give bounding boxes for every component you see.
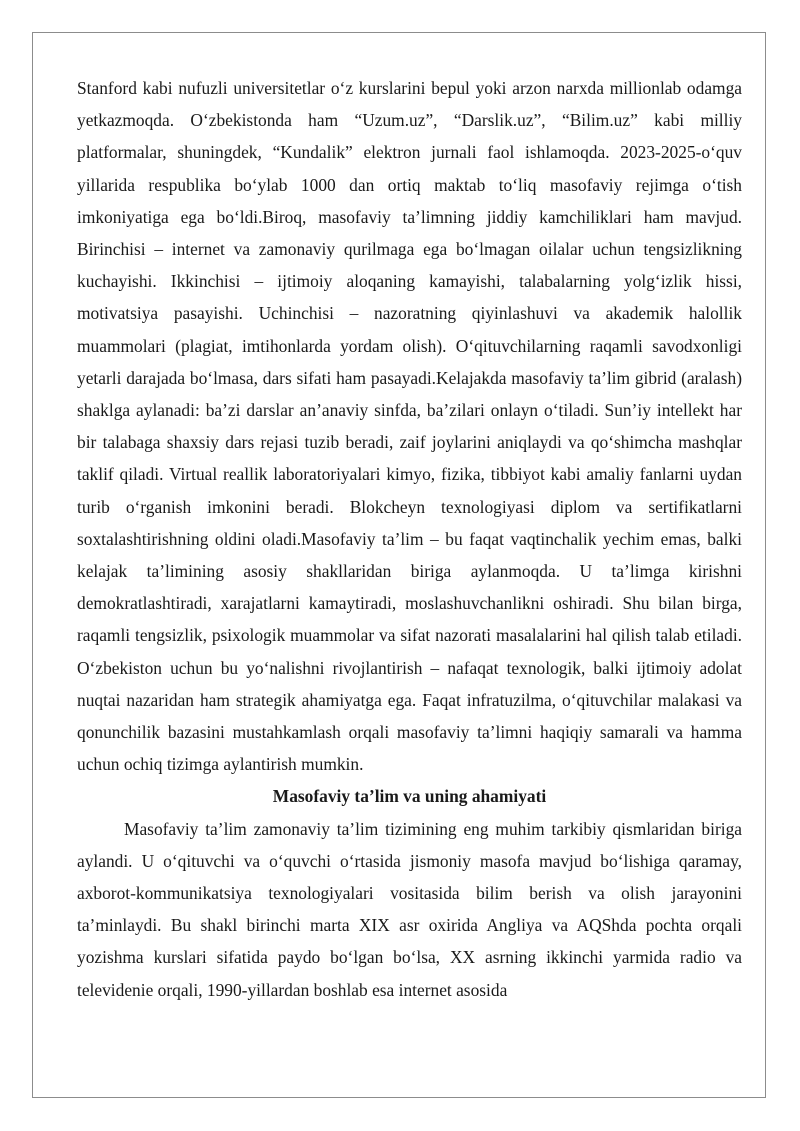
section-heading: Masofaviy ta’lim va uning ahamiyati <box>272 786 547 807</box>
body-paragraph-2: Masofaviy ta’lim zamonaviy ta’lim tizimining eng muhim tarkibiy qismlaridan biriga aylandi. U o‘qituvchi va o‘quvchi o‘rtasida jismoniy masofa mavjud bo‘lishiga qaramay, axborot-kommunikatsiya texnologiyalari vositasida bilim berish va olish jarayonini ta’minlaydi. Bu shakl birinchi marta XIX asr oxirida Angliya va AQShda pochta orqali yozishma kurslari sifatida paydo bo‘lgan bo‘lsa, XX asrning ikkinchi yarmida radio va televidenie orqali, 1990-yillardan boshlab esa internet asosida <box>77 818 742 1000</box>
document-body <box>77 72 742 1006</box>
body-paragraph-1: Stanford kabi nufuzli universitetlar o‘z kurslarini bepul yoki arzon narxda millionlab odamga yetkazmoqda. O‘zbekistonda ham “Uzum.uz”, “Darslik.uz”, “Bilim.uz” kabi milliy platformalar, shuningdek, “Kundalik” elektron jurnali faol ishlamoqda. 2023-2025-o‘quv yillarida respublika bo‘ylab 1000 dan ortiq maktab to‘liq masofaviy rejimga o‘tish imkoniyatiga ega bo‘ldi.Biroq, masofaviy ta’limning jiddiy kamchiliklari ham mavjud. Birinchisi – internet va zamonaviy qurilmaga ega bo‘lmagan oilalar uchun tengsizlikning kuchayishi. Ikkinchisi – ijtimoiy aloqaning kamayishi, talabalarning yolg‘izlik hissi, motivatsiya pasayishi. Uchinchisi – nazoratning qiyinlashuvi va akademik halollik muammolari (plagiat, imtihonlarda yordam olish). O‘qituvchilarning raqamli savodxonligi yetarli darajada bo‘lmasa, dars sifati ham pasayadi.Kelajakda masofaviy ta’lim gibrid (aralash) shaklga aylanadi: ba’zi darslar an’anaviy sinfda, ba’zilari onlayn o‘tiladi. Sun’iy intellekt har bir talabaga shaxsiy dars rejasi tuzib beradi, zaif joylarini aniqlaydi va qo‘shimcha mashqlar taklif qiladi. Virtual reallik laboratoriyalari kimyo, fizika, tibbiyot kabi amaliy fanlarni uydan turib o‘rganish imkonini beradi. Blokcheyn texnologiyasi diplom va sertifikatlarni soxtalashtirishning oldini oladi.Masofaviy ta’lim – bu faqat vaqtinchalik yechim emas, balki kelajak ta’limining asosiy shakllaridan biriga aylanmoqda. U ta’limga kirishni demokratlashtiradi, xarajatlarni kamaytiradi, moslashuvchanlikni oshiradi. Shu bilan birga, raqamli tengsizlik, psixologik muammolar va sifat nazorati masalalarini hal qilish talab etiladi. O‘zbekiston uchun bu yo‘nalishni rivojlantirish – nafaqat texnologik, balki ijtimoiy adolat nuqtai nazaridan ham strategik ahamiyatga ega. Faqat infratuzilma, o‘qituvchilar malakasi va qonunchilik bazasini mustahkamlash orqali masofaviy ta’limni haqiqiy samarali va hamma uchun ochiq tizimga aylantirish mumkin. <box>77 78 742 775</box>
